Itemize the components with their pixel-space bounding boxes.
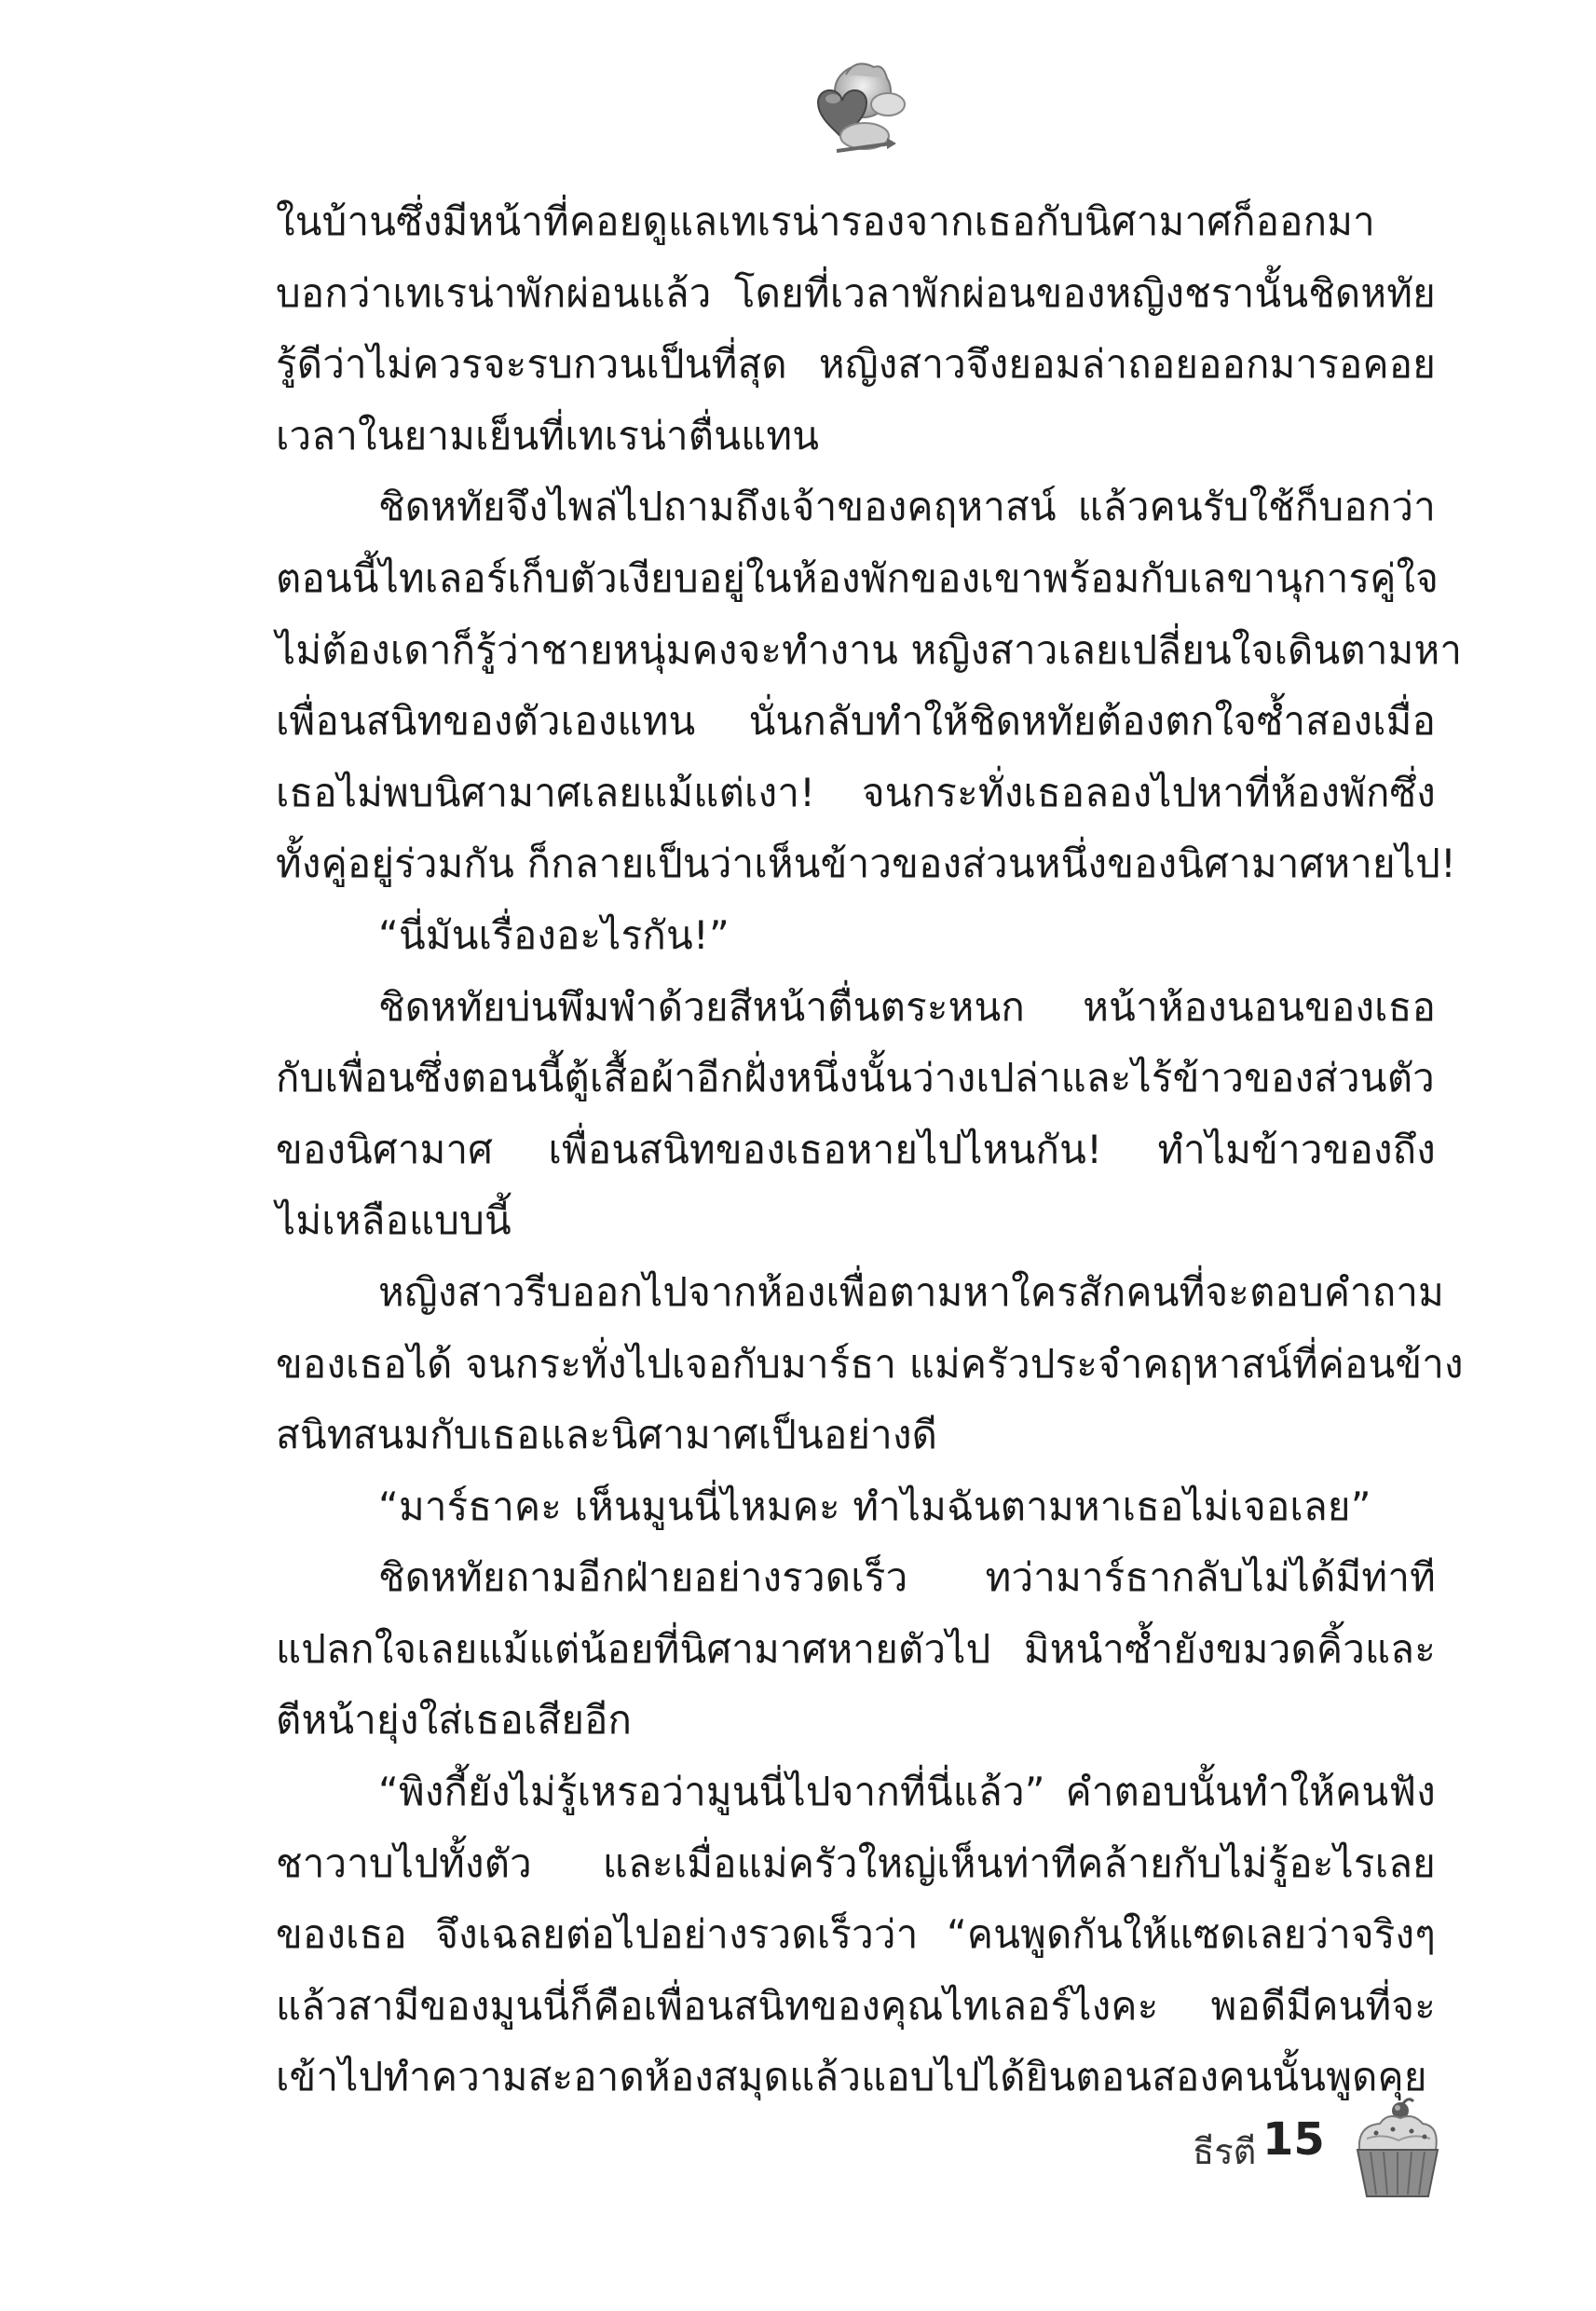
text-line: บอกว่าเทเรน่าพักผ่อนแล้ว โดยที่เวลาพักผ่อนของหญิงชรานั้นชิดหทัย	[276, 269, 1436, 316]
text-line: ของเธอ จึงเฉลยต่อไปอย่างรวดเร็วว่า “คนพูดกันให้แซดเลยว่าจริงๆ	[276, 1911, 1436, 1958]
page-number: 15	[1262, 2113, 1325, 2166]
text-line: ของเธอได้ จนกระทั่งไปเจอกับมาร์ธา แม่ครัวประจำคฤหาสน์ที่ค่อนข้าง	[276, 1340, 1464, 1387]
text-line: แล้วสามีของมูนนี่ก็คือเพื่อนสนิทของคุณไทเลอร์ไงคะ พอดีมีคนที่จะ	[276, 1982, 1436, 2029]
text-line: หญิงสาวรีบออกไปจากห้องเพื่อตามหาใครสักคนที่จะตอบคำถาม	[378, 1268, 1445, 1315]
text-line: รู้ดีว่าไม่ควรจะรบกวนเป็นที่สุด หญิงสาวจึงยอมล่าถอยออกมารอคอย	[276, 341, 1436, 388]
body-text	[276, 186, 1464, 2113]
text-line: เวลาในยามเย็นที่เทเรน่าตื่นแทน	[276, 412, 820, 458]
text-line: ชิดหทัยถามอีกฝ่ายอย่างรวดเร็ว ทว่ามาร์ธากลับไม่ได้มีท่าที	[378, 1554, 1436, 1601]
text-line: ตีหน้ายุ่งใส่เธอเสียอีก	[276, 1697, 633, 1744]
cupcake-icon	[1346, 2092, 1449, 2204]
text-line: “พิงกี้ยังไม่รู้เหรอว่ามูนนี่ไปจากที่นี่แล้ว” คำตอบนั้นทำให้คนฟัง	[378, 1769, 1436, 1815]
text-line: “นี่มันเรื่องอะไรกัน!”	[378, 911, 730, 958]
text-line: เธอไม่พบนิศามาศเลยแม้แต่เงา! จนกระทั่งเธอลองไปหาที่ห้องพักซึ่ง	[276, 769, 1436, 815]
text-line: ของนิศามาศ เพื่อนสนิทของเธอหายไปไหนกัน! ทำไมข้าวของถึง	[276, 1126, 1436, 1172]
cherub-with-heart-icon	[790, 47, 911, 168]
text-line: ในบ้านซึ่งมีหน้าที่คอยดูแลเทเรน่ารองจากเธอกับนิศามาศก็ออกมา	[276, 198, 1375, 244]
text-line: สนิทสนมกับเธอและนิศามาศเป็นอย่างดี	[276, 1412, 938, 1458]
text-line: กับเพื่อนซึ่งตอนนี้ตู้เสื้อผ้าอีกฝั่งหนึ่งนั้นว่างเปล่าและไร้ข้าวของส่วนตัว	[276, 1055, 1435, 1101]
text-line: “มาร์ธาคะ เห็นมูนนี่ไหมคะ ทำไมฉันตามหาเธอไม่เจอเลย”	[378, 1483, 1371, 1529]
text-line: แปลกใจเลยแม้แต่น้อยที่นิศามาศหายตัวไป มิหนำซ้ำยังขมวดคิ้วและ	[276, 1625, 1436, 1672]
text-line: ทั้งคู่อยู่ร่วมกัน ก็กลายเป็นว่าเห็นข้าวของส่วนหนึ่งของนิศามาศหายไป!	[276, 841, 1457, 887]
text-line: เพื่อนสนิทของตัวเองแทน นั่นกลับทำให้ชิดหทัยต้องตกใจซ้ำสองเมื่อ	[276, 698, 1436, 745]
text-line: ชิดหทัยบ่นพึมพำด้วยสีหน้าตื่นตระหนก หน้าห้องนอนของเธอ	[378, 983, 1436, 1030]
text-line: ชิดหทัยจึงไพล่ไปถามถึงเจ้าของคฤหาสน์ แล้วคนรับใช้ก็บอกว่า	[378, 484, 1436, 530]
text-line: ชาวาบไปทั้งตัว และเมื่อแม่ครัวใหญ่เห็นท่าทีคล้ายกับไม่รู้อะไรเลย	[276, 1839, 1436, 1886]
text-line: ไม่เหลือแบบนี้	[276, 1197, 512, 1244]
text-line: เข้าไปทำความสะอาดห้องสมุดแล้วแอบไปได้ยินตอนสองคนนั้นพูดคุย	[276, 2054, 1427, 2100]
author-name: ธีรตี	[1193, 2131, 1257, 2172]
text-line: ตอนนี้ไทเลอร์เก็บตัวเงียบอยู่ในห้องพักของเขาพร้อมกับเลขานุการคู่ใจ	[276, 554, 1439, 601]
text-line: ไม่ต้องเดาก็รู้ว่าชายหนุ่มคงจะทำงาน หญิงสาวเลยเปลี่ยนใจเดินตามหา	[276, 626, 1463, 673]
